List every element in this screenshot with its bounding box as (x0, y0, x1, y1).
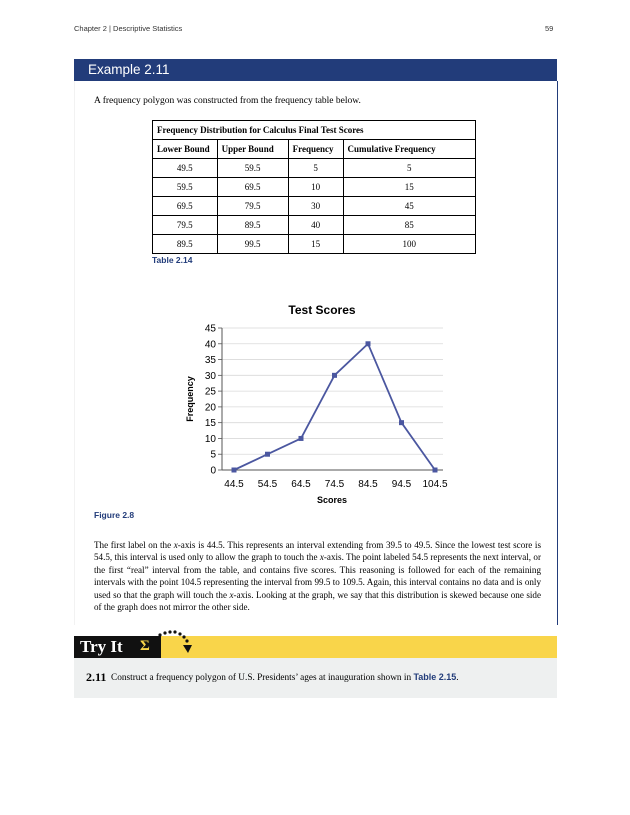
table-cell: 69.5 (153, 197, 218, 216)
table-cell: 10 (288, 178, 343, 197)
y-axis-label: Frequency (185, 376, 195, 422)
table-cell: 45 (343, 197, 475, 216)
page-number: 59 (545, 24, 554, 33)
data-point (433, 468, 438, 473)
data-point (332, 373, 337, 378)
table-2-15-link[interactable]: Table 2.15 (413, 672, 457, 682)
try-it-badge (74, 636, 161, 658)
x-tick-label: 104.5 (422, 479, 448, 490)
example-title: Example 2.11 (88, 62, 170, 77)
table-cell: 89.5 (153, 235, 218, 254)
data-point (399, 420, 404, 425)
table-label: Table 2.14 (152, 255, 193, 265)
table-row (153, 159, 476, 178)
table-cell: 85 (343, 216, 475, 235)
col-header: Lower Bound (153, 140, 218, 159)
table-cell: 69.5 (217, 178, 288, 197)
data-point (299, 436, 304, 441)
table-cell: 5 (343, 159, 475, 178)
x-variable: x (319, 552, 324, 563)
table-row (153, 178, 476, 197)
table-cell: 100 (343, 235, 475, 254)
table-cell: 5 (288, 159, 343, 178)
question-text: Construct a frequency polygon of U.S. Presidents’ ages at inauguration shown in (111, 673, 414, 683)
y-tick-label: 30 (204, 370, 216, 382)
table-caption: Frequency Distribution for Calculus Final Test Scores (153, 121, 476, 140)
col-header: Cumulative Frequency (343, 140, 475, 159)
table-cell: 59.5 (217, 159, 288, 178)
running-header: Chapter 2 | Descriptive Statistics (74, 24, 183, 33)
figure-label: Figure 2.8 (94, 510, 135, 520)
text-run: -axis. The point labeled 54.5 represents the next interval, or the first “real” interval from the table, and contains five scores. This reasoning is followed for each of the remaining intervals with the point 104.5 representing the interval from 99.5 to 109.5. Again, this interval contains no data and is only used so that the graph will touch the (94, 552, 541, 600)
text-run: -axis is 44.5. This represents an interval extending from 39.5 to 49.5. Since the lowest test score is 54.5, this interval is used only to allow the graph to touch the (94, 540, 542, 563)
table-cell: 40 (288, 216, 343, 235)
y-tick-label: 45 (204, 323, 216, 335)
x-variable: x (173, 540, 178, 550)
table-cell: 89.5 (217, 216, 288, 235)
y-tick-label: 25 (204, 386, 216, 398)
text-run: The first label on the (94, 540, 174, 550)
table-cell: 49.5 (153, 159, 218, 178)
y-tick-label: 0 (210, 465, 216, 477)
table-header-row (153, 140, 476, 159)
sigma-icon: Σ (140, 638, 150, 654)
frequency-polygon-chart (180, 298, 455, 510)
table-row (153, 216, 476, 235)
example-header (74, 59, 557, 81)
table-cell: 79.5 (153, 216, 218, 235)
exercise-number: 2.11 (86, 670, 107, 684)
table-cell: 79.5 (217, 197, 288, 216)
x-variable: x (229, 589, 234, 600)
explanation-paragraph (94, 539, 541, 613)
data-point (232, 468, 237, 473)
exercise-question (111, 672, 459, 683)
y-tick-label: 35 (204, 355, 216, 367)
x-tick-label: 64.5 (291, 479, 311, 490)
x-tick-label: 84.5 (358, 479, 378, 490)
table-cell: 15 (288, 235, 343, 254)
table-cell: 15 (343, 178, 475, 197)
try-it-box (74, 658, 557, 698)
x-tick-label: 54.5 (257, 479, 278, 490)
x-tick-label: 44.5 (224, 479, 244, 490)
y-tick-label: 40 (204, 339, 216, 351)
x-tick-label: 74.5 (324, 479, 345, 490)
y-tick-label: 15 (204, 418, 216, 430)
table-cell: 99.5 (217, 235, 288, 254)
table-cell: 59.5 (153, 178, 218, 197)
try-it-label: Try It (80, 637, 123, 656)
col-header: Frequency (288, 140, 343, 159)
dotted-arrow-icon (150, 626, 198, 660)
data-point (366, 341, 371, 346)
question-end: . (456, 673, 459, 683)
col-header: Upper Bound (217, 140, 288, 159)
y-tick-label: 20 (204, 402, 216, 414)
example-intro: A frequency polygon was constructed from the frequency table below. (94, 96, 361, 106)
x-tick-label: 94.5 (391, 479, 412, 490)
data-point (265, 452, 270, 457)
chart-title: Test Scores (288, 303, 356, 317)
table-cell: 30 (288, 197, 343, 216)
x-axis-label: Scores (316, 495, 348, 505)
y-tick-label: 10 (204, 433, 216, 445)
frequency-table (152, 120, 476, 254)
text-run: -axis. Looking at the graph, we say that this distribution is skewed because one side of the graph does not mirror the other side. (94, 589, 541, 613)
y-tick-label: 5 (210, 449, 216, 461)
table-row (153, 235, 476, 254)
table-row (153, 197, 476, 216)
